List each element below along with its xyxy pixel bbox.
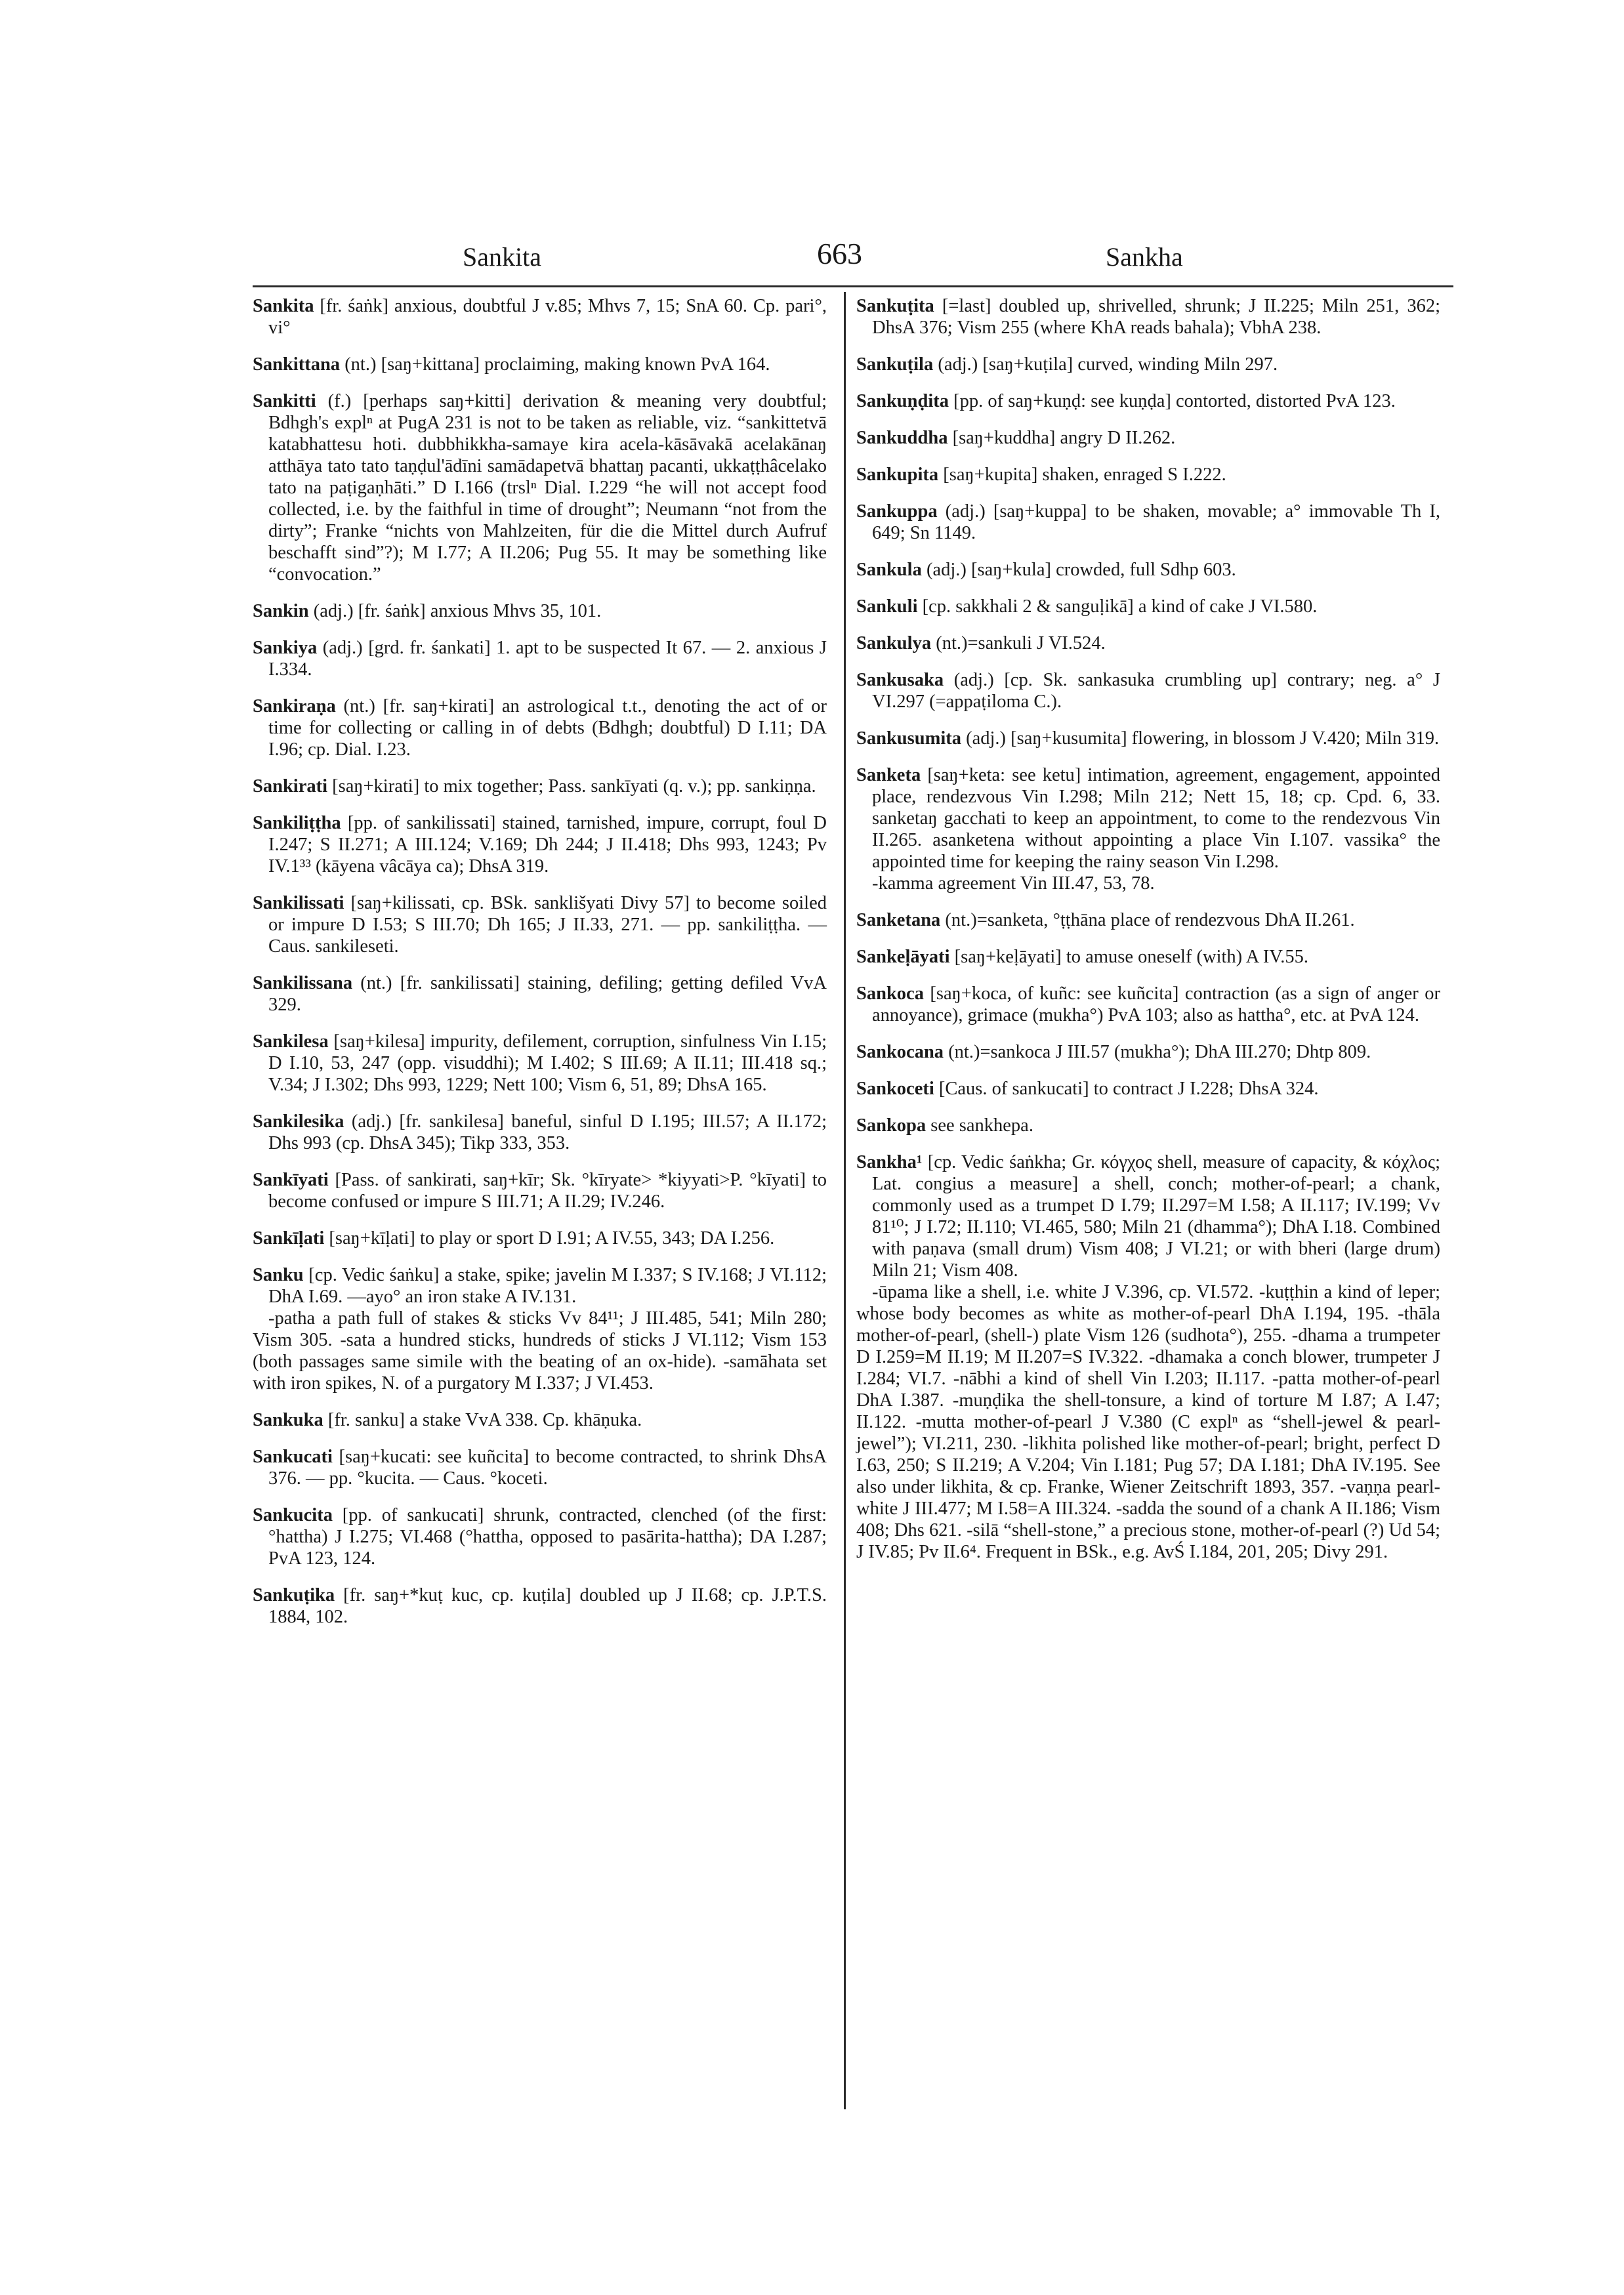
entry-definition: -kamma agreement Vin III.47, 53, 78. — [872, 873, 1155, 894]
headword: Sankuṇḍita — [856, 391, 949, 411]
dictionary-entry — [253, 1584, 827, 1628]
dictionary-entry — [253, 775, 827, 797]
dictionary-entry — [253, 695, 827, 760]
headword: Sankittana — [253, 354, 341, 375]
headword: Sankulya — [856, 633, 932, 653]
entry-definition: (adj.) [cp. Sk. sankasuka crumbling up] contrary; neg. a° J VI.297 (=appaṭiloma C.). — [872, 670, 1440, 712]
entry-definition: [pp. of sankucati] shrunk, contracted, clenched (of the first: °hattha) J I.275; VI.468 (°hattha, opposed to pasārita-hattha); DA I.287; PvA 123, 124. — [268, 1505, 827, 1569]
headword: Sankīyati — [253, 1170, 329, 1190]
headword: Sankilesika — [253, 1111, 344, 1132]
entry-definition: [saŋ+keḷāyati] to amuse oneself (with) A IV.55. — [949, 947, 1309, 967]
entry-definition: (nt.) [fr. saŋ+kirati] an astrological t.t., denoting the act of or time for collecting or calling in of debts (Bdhgh; doubtful) D I.11; DA I.96; cp. Dial. I.23. — [268, 696, 827, 760]
dictionary-entry — [856, 764, 1440, 873]
dictionary-entry — [253, 637, 827, 680]
entry-definition: (f.) [perhaps saŋ+kitti] derivation & meaning very doubtful; Bdhgh's explⁿ at PugA 231 is not to be taken as reliable, viz. “sankittetvā katabhattesu hoti. dubbhikkha-samaye kira acela-kāsāvakā acelakānaŋ atthāya tato tato taṇḍul'ādīni samādapetvā bhattaŋ pacanti, ukkaṭṭhâcelako tato na paṭigaṇhāti.” D I.166 (trslⁿ Dial. I.229 “he will not accept food collected, i.e. by the faithful in time of drought”; Neumann “not from the dirty”; Franke “nichts von Mahlzeiten, für die die Mittel durch Aufruf beschafft sind”?); M I.77; A II.206; Pug 55. It may be something like “convocation.” — [268, 391, 827, 585]
headword: Sanku — [253, 1265, 304, 1285]
dictionary-entry — [856, 501, 1440, 544]
headword: Sankiraṇa — [253, 696, 336, 716]
left-column — [253, 295, 827, 1643]
headword: Sankusumita — [856, 728, 961, 749]
dictionary-entry — [253, 1504, 827, 1569]
headword: Sankuli — [856, 596, 918, 617]
headword: Sankuppa — [856, 501, 938, 522]
entry-definition: -ūpama like a shell, i.e. white J V.396, cp. VI.572. -kuṭṭhin a kind of leper; whose body becomes as white as mother-of-pearl DhA I.194, 195. -thāla mother-of-pearl, (shell-) plate Vism 126 (sudhota°), 255. -dhama a trumpeter D I.259=M II.19; M II.207=S IV.322. -dhamaka a conch blower, trumpeter J I.284; VI.7. -nābhi a kind of shell Vin I.203; II.117. -patta mother-of-pearl DhA I.387. -muṇḍika the shell-tonsure, a kind of torture M I.87; A I.47; II.122. -mutta mother-of-pearl J V.380 (C explⁿ as “shell-jewel & pearl-jewel”); VI.211, 230. -likhita polished like mother-of-pearl; bright, perfect D I.63, 250; S II.219; A V.204; Vin I.181; Pug 57; DA I.181; DhA IV.195. See also under likhita, & cp. Franke, Wiener Zeitschrift 1893, 357. -vaṇṇa pearl-white J III.477; M I.58=A III.324. -sadda the sound of a chank A II.186; Vism 408; Dhs 621. -silā “shell-stone,” a precious stone, mother-of-pearl (?) Ud 54; J IV.85; Pv II.6⁴. Frequent in BSk., e.g. AvŚ I.184, 201, 205; Divy 291. — [856, 1282, 1440, 1562]
sub-entry — [253, 1308, 827, 1394]
dictionary-entry — [856, 946, 1440, 968]
headword: Sankiliṭṭha — [253, 813, 341, 833]
entry-definition: (adj.) [saŋ+kuppa] to be shaken, movable; a° immovable Th I, 649; Sn 1149. — [872, 501, 1440, 543]
headword: Sankuddha — [856, 428, 948, 448]
dictionary-entry — [856, 295, 1440, 339]
entry-definition: (adj.) [fr. śaṅk] anxious Mhvs 35, 101. — [308, 601, 602, 621]
headword: Sankīḷati — [253, 1228, 325, 1249]
dictionary-entry — [253, 812, 827, 877]
headword: Sankin — [253, 601, 309, 621]
headword: Sankuṭila — [856, 354, 934, 375]
entry-definition: [saŋ+kucati: see kuñcita] to become contracted, to shrink DhsA 376. — pp. °kucita. — Caus. °koceti. — [268, 1447, 827, 1489]
dictionary-entry — [856, 909, 1440, 931]
entry-definition: [fr. sanku] a stake VvA 338. Cp. khāṇuka. — [323, 1410, 642, 1430]
entry-definition: [saŋ+koca, of kuñc: see kuñcita] contraction (as a sign of anger or annoyance), grimace (mukha°) PvA 103; also as hattha°, etc. at PvA 124. — [872, 983, 1440, 1025]
entry-definition: (adj.) [saŋ+kula] crowded, full Sdhp 603. — [921, 560, 1236, 580]
headword: Sankupita — [856, 465, 939, 485]
headword: Sankoca — [856, 983, 924, 1004]
dictionary-entry — [856, 632, 1440, 654]
dictionary-entry — [856, 728, 1440, 749]
dictionary-entry — [856, 1078, 1440, 1100]
entry-definition: [pp. of saŋ+kuṇḍ: see kuṇḍa] contorted, distorted PvA 123. — [949, 391, 1396, 411]
headword: Sankirati — [253, 776, 328, 796]
entry-definition: [saŋ+kilissati, cp. BSk. sanklišyati Divy 57] to become soiled or impure D I.53; S III.70; Dh 165; J II.33, 271. — pp. sankiliṭṭha. — Caus. sankileseti. — [268, 893, 827, 957]
entry-definition: (adj.) [saŋ+kuṭila] curved, winding Miln 297. — [933, 354, 1278, 375]
entry-definition: [fr. śaṅk] anxious, doubtful J v.85; Mhvs 7, 15; SnA 60. Cp. pari°, vi° — [268, 296, 827, 338]
headword: Sankucita — [253, 1505, 333, 1525]
headword: Sankilissana — [253, 973, 353, 993]
dictionary-entry — [253, 600, 827, 622]
dictionary-entry — [856, 669, 1440, 713]
headword: Sankusaka — [856, 670, 944, 690]
entry-definition: [cp. sakkhali 2 & sanguḷikā] a kind of cake J VI.580. — [917, 596, 1318, 617]
dictionary-entry — [253, 1228, 827, 1249]
headword: Sankuṭita — [856, 296, 934, 316]
entry-definition: (adj.) [fr. sankilesa] baneful, sinful D I.195; III.57; A II.172; Dhs 993 (cp. DhsA 345); Tikp 333, 353. — [268, 1111, 827, 1153]
running-header — [0, 231, 1624, 283]
entry-definition: [saŋ+keta: see ketu] intimation, agreement, engagement, appointed place, rendezvous Vin I.298; Miln 212; Nett 15, 18; cp. Cpd. 6, 33. sanketaŋ gacchati to keep an appointment, to come to the rendezvous Vin II.265. asanketena without appointing a place Vin I.107. vassika° the appointed time for keeping the rainy season Vin I.298. — [872, 765, 1440, 872]
dictionary-entry — [253, 972, 827, 1016]
dictionary-entry — [253, 1409, 827, 1431]
headword: Sankoceti — [856, 1079, 934, 1099]
headword: Sankha¹ — [856, 1152, 923, 1172]
sub-entry — [856, 873, 1440, 894]
dictionary-entry — [856, 596, 1440, 617]
dictionary-entry — [253, 1111, 827, 1154]
dictionary-entry — [856, 427, 1440, 449]
right-column — [856, 295, 1440, 1578]
dictionary-entry — [253, 892, 827, 957]
entry-definition: [saŋ+kīḷati] to play or sport D I.91; A IV.55, 343; DA I.256. — [324, 1228, 775, 1249]
entry-definition: [saŋ+kupita] shaken, enraged S I.222. — [938, 465, 1226, 485]
entry-definition: [cp. Vedic śaṅku] a stake, spike; javelin M I.337; S IV.168; J VI.112; DhA I.69. —ayo° an iron stake A IV.131. — [268, 1265, 827, 1307]
header-right-guideword: Sankha — [1106, 242, 1183, 272]
dictionary-entry — [253, 1446, 827, 1489]
headword: Sankocana — [856, 1042, 944, 1062]
dictionary-entry — [253, 1264, 827, 1308]
entry-definition: [fr. saŋ+*kuṭ kuc, cp. kuṭila] doubled up J II.68; cp. J.P.T.S. 1884, 102. — [268, 1585, 827, 1627]
header-left-guideword: Sankita — [463, 242, 541, 272]
entry-definition: -patha a path full of stakes & sticks Vv 84¹¹; J III.485, 541; Miln 280; Vism 305. -sata a hundred sticks, hundreds of sticks J VI.112; Vism 153 (both passages same simile with the beating of an ox-hide). -samāhata set with iron spikes, N. of a purgatory M I.337; J VI.453. — [253, 1308, 827, 1394]
dictionary-entry — [253, 390, 827, 585]
entry-definition: (nt.)=sanketa, °ṭṭhāna place of rendezvous DhA II.261. — [940, 910, 1355, 930]
entry-definition: [saŋ+kuddha] angry D II.262. — [947, 428, 1176, 448]
headword: Sankilissati — [253, 893, 344, 913]
entry-definition: [cp. Vedic śaṅkha; Gr. κόγχος shell, measure of capacity, & κόχλος; Lat. congius a measure] a shell, conch; mother-of-pearl; a chank, commonly used as a trumpet D I.79; II.297=M I.58; A II.117; IV.199; Vv 81¹⁰; J I.72; II.110; VI.465, 580; Miln 21 (dhamma°); DhA I.18. Combined with paṇava (small drum) Vism 408; J VI.21; or with bheri (large drum) Miln 21; Vism 408. — [872, 1152, 1440, 1281]
entry-definition: [pp. of sankilissati] stained, tarnished, impure, corrupt, foul D I.247; S II.271; A III.124; V.169; Dh 244; J II.418; Dhs 993, 1243; Pv IV.1³³ (kāyena vâcāya ca); DhsA 319. — [268, 813, 827, 877]
headword: Sanketana — [856, 910, 941, 930]
headword: Sankuka — [253, 1410, 323, 1430]
page-number: 663 — [817, 237, 862, 270]
dictionary-entry — [253, 1169, 827, 1212]
headword: Sanketa — [856, 765, 921, 785]
entry-definition: [=last] doubled up, shrivelled, shrunk; J II.225; Miln 251, 362; DhsA 376; Vism 255 (where KhA reads bahala); VbhA 238. — [872, 296, 1440, 338]
dictionary-entry — [253, 354, 827, 375]
sub-entry — [856, 1281, 1440, 1563]
dictionary-entry — [253, 295, 827, 339]
dictionary-entry — [856, 390, 1440, 412]
headword: Sankilesa — [253, 1031, 329, 1052]
entry-definition: [Caus. of sankucati] to contract J I.228; DhsA 324. — [934, 1079, 1319, 1099]
entry-definition: (nt.) [fr. sankilissati] staining, defiling; getting defiled VvA 329. — [268, 973, 827, 1015]
headword: Sankiya — [253, 638, 318, 658]
headword: Sankuṭika — [253, 1585, 335, 1605]
dictionary-entry — [856, 1041, 1440, 1063]
entry-definition: (nt.) [saŋ+kittana] proclaiming, making known PvA 164. — [340, 354, 770, 375]
headword: Sankitti — [253, 391, 316, 411]
entry-definition: [Pass. of sankirati, saŋ+kīr; Sk. °kīryate> *kiyyati>P. °kīyati] to become confused or impure S III.71; A II.29; IV.246. — [268, 1170, 827, 1212]
entry-definition: (nt.)=sankoca J III.57 (mukha°); DhA III.270; Dhtp 809. — [944, 1042, 1371, 1062]
dictionary-entry — [856, 983, 1440, 1026]
dictionary-entry — [856, 464, 1440, 486]
headword: Sankita — [253, 296, 314, 316]
column-divider — [844, 292, 846, 2109]
entry-definition: (adj.) [grd. fr. śankati] 1. apt to be suspected It 67. — 2. anxious J I.334. — [268, 638, 827, 680]
headword: Sankeḷāyati — [856, 947, 950, 967]
header-rule — [253, 285, 1453, 287]
entry-definition: (adj.) [saŋ+kusumita] flowering, in blossom J V.420; Miln 319. — [961, 728, 1440, 749]
entry-definition: (nt.)=sankuli J VI.524. — [931, 633, 1106, 653]
dictionary-entry — [856, 354, 1440, 375]
dictionary-entry — [253, 1031, 827, 1096]
headword: Sankopa — [856, 1115, 927, 1136]
dictionary-entry — [856, 1115, 1440, 1136]
entry-definition: see sankhepa. — [926, 1115, 1033, 1136]
entry-definition: [saŋ+kilesa] impurity, defilement, corruption, sinfulness Vin I.15; D I.10, 53, 247 (opp. visuddhi); M I.402; S III.69; A II.11; III.418 sq.; V.34; J I.302; Dhs 993, 1229; Nett 100; Vism 6, 51, 89; DhsA 165. — [268, 1031, 827, 1095]
headword: Sankucati — [253, 1447, 333, 1467]
dictionary-entry — [856, 559, 1440, 581]
headword: Sankula — [856, 560, 922, 580]
dictionary-entry — [856, 1151, 1440, 1281]
entry-definition: [saŋ+kirati] to mix together; Pass. sankīyati (q. v.); pp. sankiṇṇa. — [327, 776, 816, 796]
